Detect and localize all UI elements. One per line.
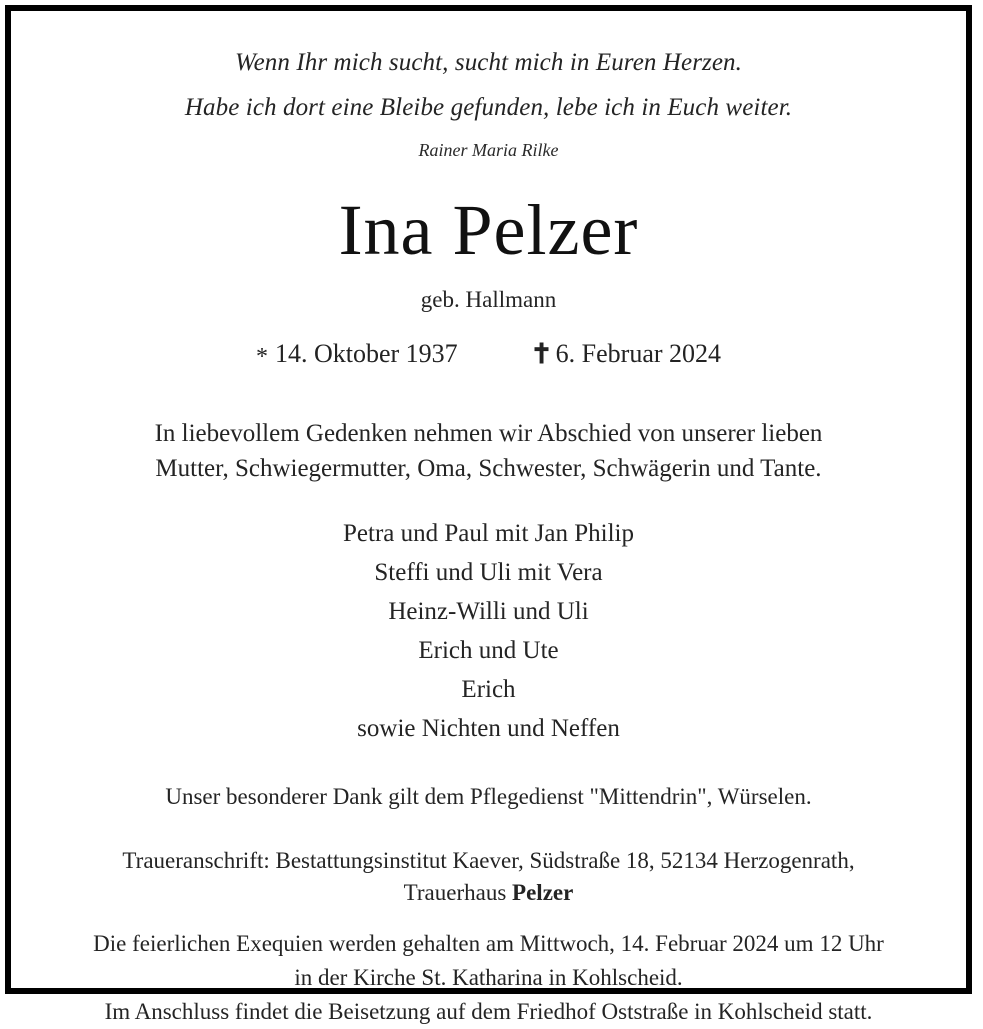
funeral-service-details [41,927,936,1029]
mourning-address-line-2 [41,877,936,909]
birth-date: 14. Oktober 1937 [274,339,458,368]
life-dates [41,337,936,371]
list-item: sowie Nichten und Neffen [357,715,620,742]
mourning-house-name: Pelzer [512,880,574,905]
latin-cross-icon [534,342,549,364]
maiden-name: geb. Hallmann [420,287,557,312]
death-date: 6. Februar 2024 [555,339,722,368]
memorial-paragraph-line-2: Mutter, Schwiegermutter, Oma, Schwester, Schwägerin und Tante. [155,455,822,482]
list-item: Erich und Ute [418,637,559,664]
birth-date-item [256,337,458,371]
service-line-1: Die feierlichen Exequien werden gehalten am Mittwoch, 14. Februar 2024 um 12 Uhr [93,931,884,956]
memorial-paragraph [41,416,936,486]
quote-author: Rainer Maria Rilke [418,140,559,160]
mourning-address-line-1: Traueranschrift: Bestattungsinstitut Kaever, Südstraße 18, 52134 Herzogenrath, [122,848,855,873]
list-item: Steffi und Uli mit Vera [374,559,603,586]
obituary-notice [11,11,966,1024]
list-item: Petra und Paul mit Jan Philip [343,520,634,547]
birth-star-icon: * [255,344,268,370]
mourning-house-label: Trauerhaus [403,880,513,905]
service-line-2: in der Kirche St. Katharina in Kohlscheid. [294,965,683,990]
quote-line-1: Wenn Ihr mich sucht, sucht mich in Euren Herzen. [234,49,743,76]
family-survivors-list [41,514,936,748]
quote-line-2: Habe ich dort eine Bleibe gefunden, lebe ich in Euch weiter. [184,94,793,121]
list-item: Heinz-Willi und Uli [388,598,589,625]
deceased-name: Ina Pelzer [338,190,639,270]
list-item: Erich [461,676,516,703]
thanks-note: Unser besonderer Dank gilt dem Pflegedienst "Mittendrin", Würselen. [165,784,812,809]
memorial-quote [41,40,936,165]
obituary-border-frame [5,5,972,1024]
service-line-3: Im Anschluss findet die Beisetzung auf dem Friedhof Oststraße in Kohlscheid statt. [104,999,873,1024]
death-date-item [534,337,721,371]
mourning-address [41,845,936,909]
memorial-paragraph-line-1: In liebevollem Gedenken nehmen wir Abschied von unserer lieben [154,420,823,447]
